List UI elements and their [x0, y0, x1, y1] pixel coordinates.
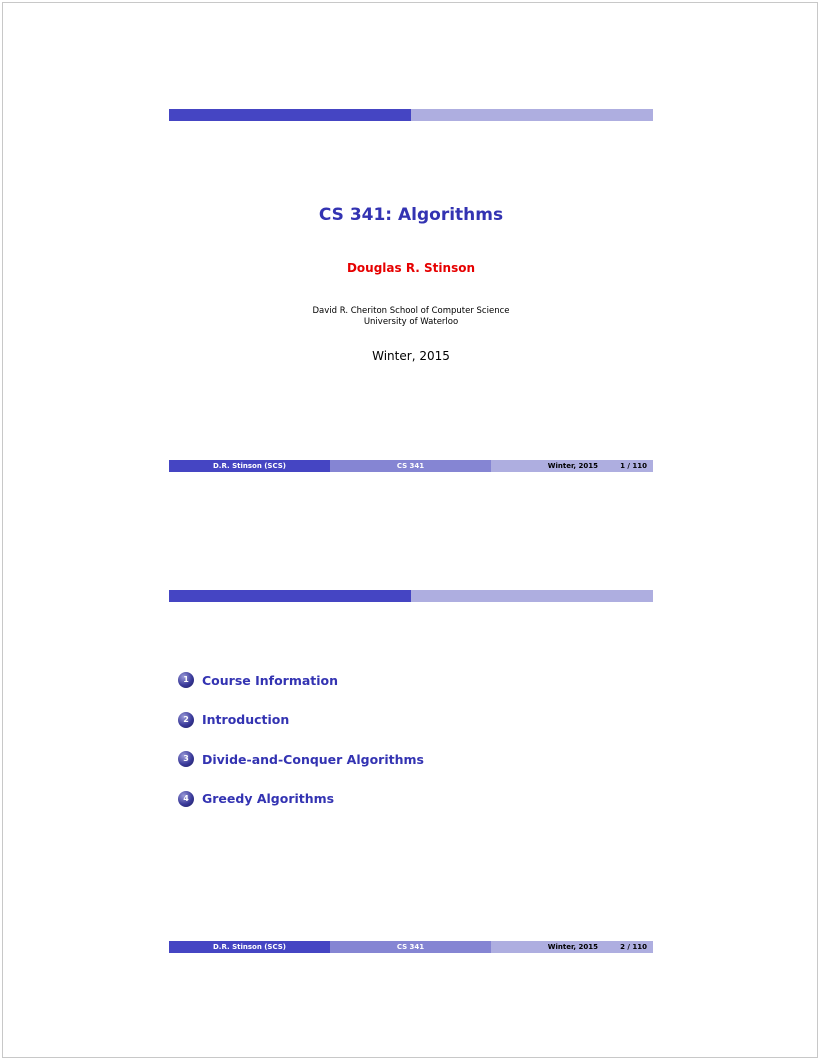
- footer-course: CS 341: [330, 941, 491, 953]
- presentation-date: Winter, 2015: [372, 349, 450, 363]
- toc-number-ball: 2: [178, 712, 194, 728]
- toc-number-ball: 3: [178, 751, 194, 767]
- header-bar-right: [411, 109, 653, 121]
- toc-item[interactable]: [178, 672, 424, 688]
- header-bar: [169, 590, 653, 602]
- table-of-contents: [178, 672, 424, 830]
- footer-right: [491, 941, 653, 953]
- header-bar-left: [169, 109, 411, 121]
- header-bar-right: [411, 590, 653, 602]
- toc-number-ball: 1: [178, 672, 194, 688]
- footer-bar: [169, 460, 653, 472]
- toc-item-label[interactable]: Course Information: [202, 672, 339, 688]
- author-name: Douglas R. Stinson: [346, 261, 476, 275]
- slide-1: [169, 109, 653, 472]
- toc-item-label[interactable]: Introduction: [202, 712, 290, 727]
- footer-page-number: 1 / 110: [620, 462, 647, 470]
- footer-course: CS 341: [330, 460, 491, 472]
- institute-line-1: David R. Cheriton School of Computer Science: [312, 306, 510, 316]
- toc-number-ball: 4: [178, 791, 194, 807]
- header-bar-left: [169, 590, 411, 602]
- institute: [169, 306, 653, 328]
- toc-item[interactable]: [178, 791, 424, 807]
- footer-date: Winter, 2015: [547, 462, 598, 470]
- footer-date: Winter, 2015: [547, 943, 598, 951]
- toc-item-label[interactable]: Greedy Algorithms: [202, 791, 335, 806]
- footer-bar: [169, 941, 653, 953]
- slide-title: CS 341: Algorithms: [318, 205, 504, 225]
- toc-item-label[interactable]: Divide-and-Conquer Algorithms: [202, 751, 424, 767]
- footer-page-number: 2 / 110: [620, 943, 647, 951]
- slide-2: [169, 590, 653, 953]
- footer-author: D.R. Stinson (SCS): [169, 941, 330, 953]
- toc-item[interactable]: [178, 751, 424, 767]
- toc-item[interactable]: [178, 712, 424, 728]
- footer-right: [491, 460, 653, 472]
- institute-line-2: University of Waterloo: [363, 317, 459, 327]
- footer-author: D.R. Stinson (SCS): [169, 460, 330, 472]
- header-bar: [169, 109, 653, 121]
